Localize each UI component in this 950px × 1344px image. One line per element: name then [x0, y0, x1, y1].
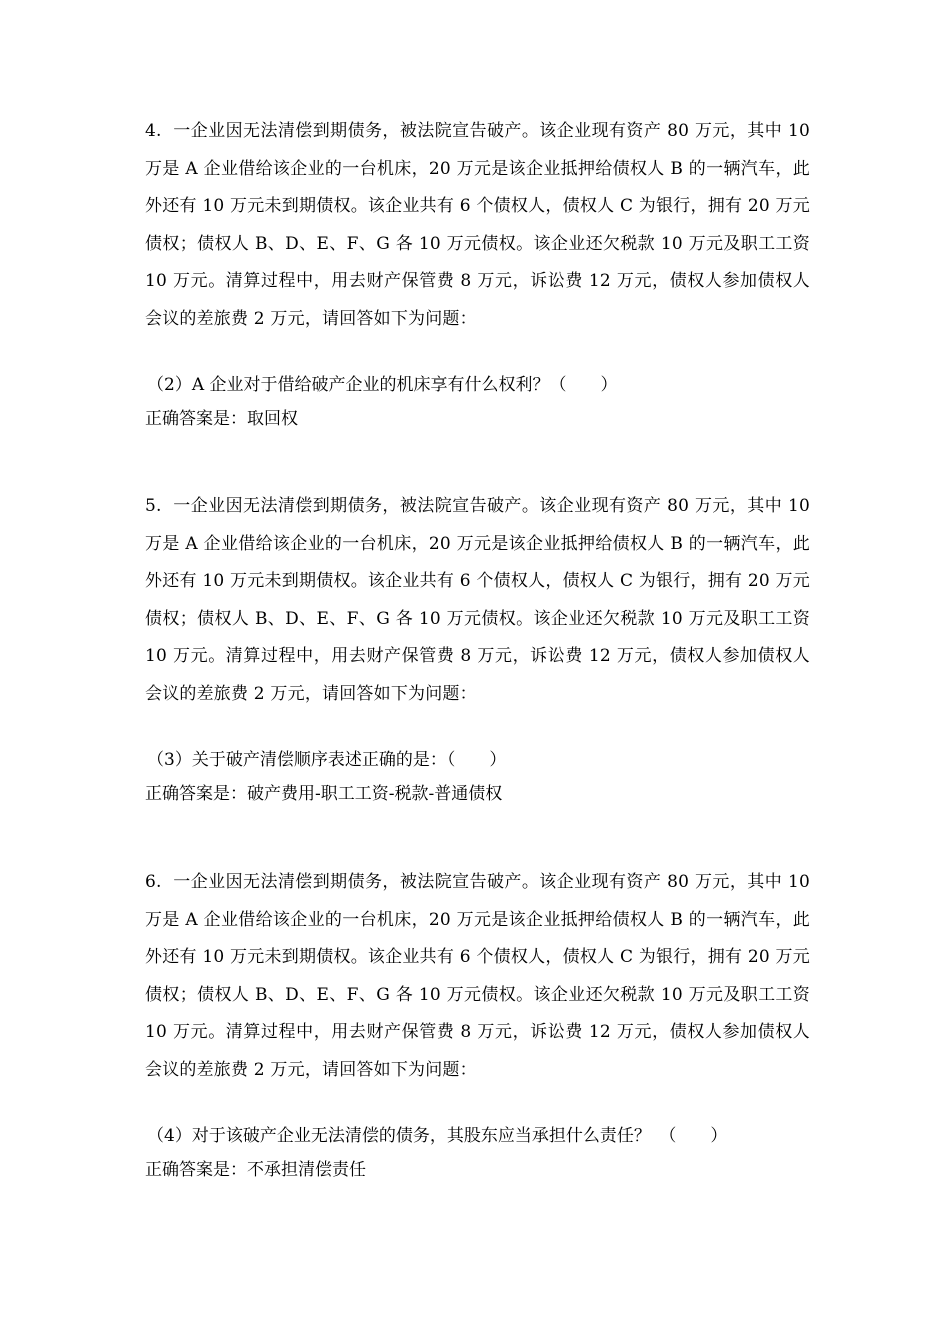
- question-number: 6.: [145, 872, 162, 892]
- question-stem: [145, 488, 810, 713]
- question-stem: [145, 113, 810, 338]
- question-text: 一企业因无法清偿到期债务，被法院宣告破产。该企业现有资产 80 万元，其中 10 万是 A 企业借给该企业的一台机床，20 万元是该企业抵押给债权人 B 的一辆汽车，此外还有 10 万元未到期债权。该企业共有 6 个债权人，债权人 C 为银行，拥有 20 万元债权；债权人 B、D、E、F、G 各 10 万元债权。该企业还欠税款 10 万元及职工工资 10 万元。清算过程中，用去财产保管费 8 万元，诉讼费 12 万元，债权人参加债权人会议的差旅费 2 万元，请回答如下为问题：: [145, 872, 810, 1080]
- question-text: 一企业因无法清偿到期债务，被法院宣告破产。该企业现有资产 80 万元，其中 10 万是 A 企业借给该企业的一台机床，20 万元是该企业抵押给债权人 B 的一辆汽车，此外还有 10 万元未到期债权。该企业共有 6 个债权人，债权人 C 为银行，拥有 20 万元债权；债权人 B、D、E、F、G 各 10 万元债权。该企业还欠税款 10 万元及职工工资 10 万元。清算过程中，用去财产保管费 8 万元，诉讼费 12 万元，债权人参加债权人会议的差旅费 2 万元，请回答如下为问题：: [145, 121, 810, 329]
- sub-question: （3）关于破产清偿顺序表述正确的是：（ ）: [147, 750, 507, 770]
- question-number: 5.: [145, 496, 162, 516]
- question-block: [145, 864, 810, 1187]
- question-block: [145, 488, 810, 811]
- question-block: [145, 113, 810, 436]
- correct-answer: 正确答案是：破产费用-职工工资-税款-普通债权: [145, 784, 503, 804]
- correct-answer: 正确答案是：不承担清偿责任: [145, 1160, 366, 1180]
- correct-answer: 正确答案是：取回权: [145, 409, 298, 429]
- sub-question-block: [145, 743, 810, 811]
- sub-question: （2）A 企业对于借给破产企业的机床享有什么权利？（ ）: [147, 375, 618, 395]
- question-number: 4.: [145, 121, 162, 141]
- question-text: 一企业因无法清偿到期债务，被法院宣告破产。该企业现有资产 80 万元，其中 10 万是 A 企业借给该企业的一台机床，20 万元是该企业抵押给债权人 B 的一辆汽车，此外还有 10 万元未到期债权。该企业共有 6 个债权人，债权人 C 为银行，拥有 20 万元债权；债权人 B、D、E、F、G 各 10 万元债权。该企业还欠税款 10 万元及职工工资 10 万元。清算过程中，用去财产保管费 8 万元，诉讼费 12 万元，债权人参加债权人会议的差旅费 2 万元，请回答如下为问题：: [145, 496, 810, 704]
- sub-question: （4）对于该破产企业无法清偿的债务，其股东应当承担什么责任？ （ ）: [147, 1126, 728, 1146]
- question-stem: [145, 864, 810, 1089]
- sub-question-block: [145, 1119, 810, 1187]
- sub-question-block: [145, 368, 810, 436]
